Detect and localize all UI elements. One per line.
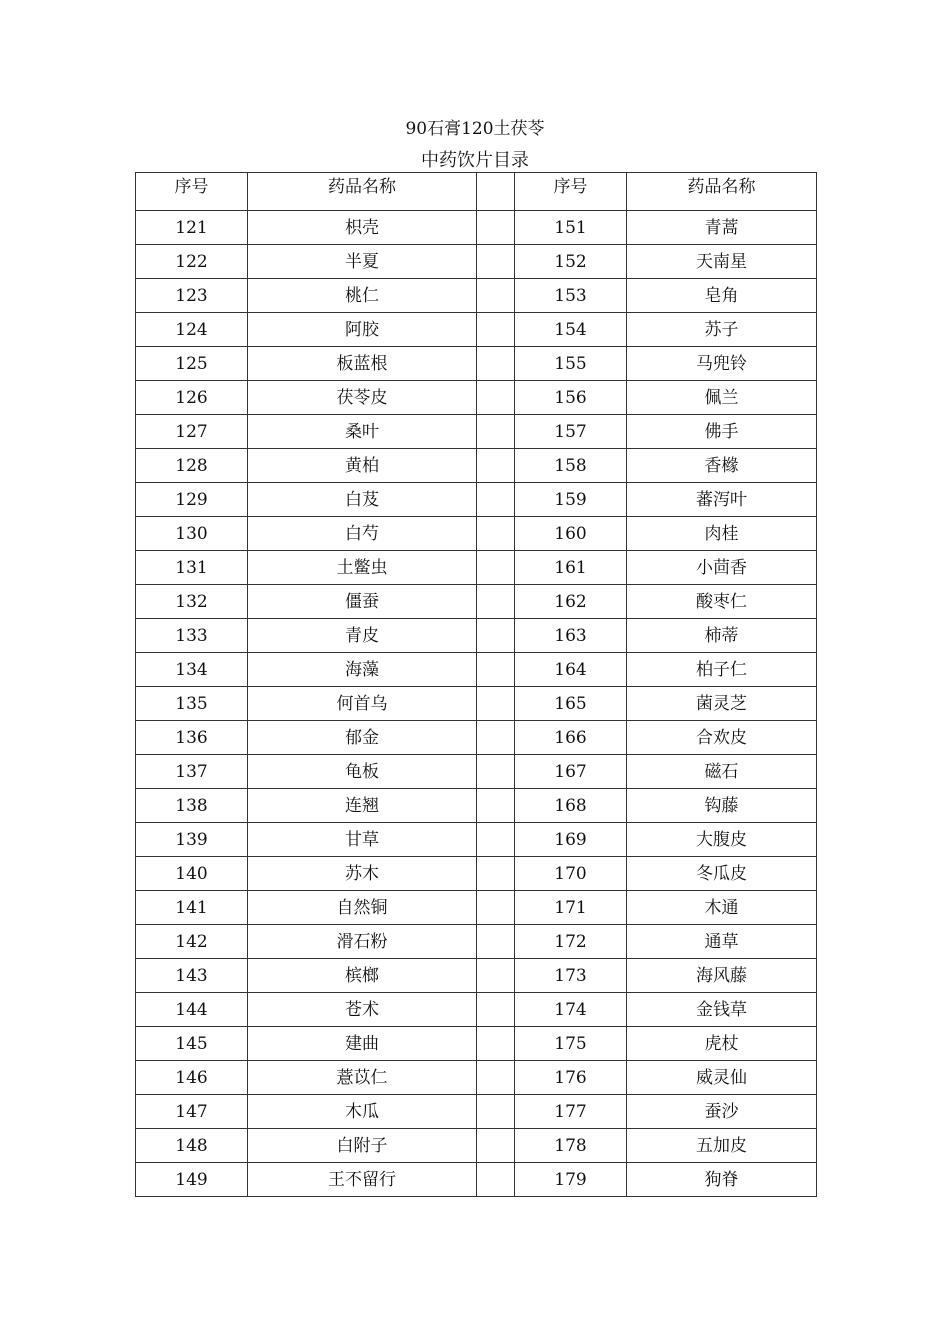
row-number-right: 151 — [515, 211, 627, 245]
herb-name: 白芍 — [248, 517, 477, 551]
gap-cell — [477, 415, 515, 449]
herb-name-right: 钩藤 — [627, 789, 817, 823]
row-number-right: 174 — [515, 993, 627, 1027]
table-row — [136, 755, 817, 789]
herb-name-right: 蚕沙 — [627, 1095, 817, 1129]
row-number-right: 167 — [515, 755, 627, 789]
gap-cell — [477, 279, 515, 313]
row-number-right: 171 — [515, 891, 627, 925]
herb-name: 黄柏 — [248, 449, 477, 483]
herb-name: 连翘 — [248, 789, 477, 823]
row-number: 137 — [136, 755, 248, 789]
herb-name: 海藻 — [248, 653, 477, 687]
herb-name-right: 香橼 — [627, 449, 817, 483]
table-row — [136, 279, 817, 313]
table-row — [136, 585, 817, 619]
row-number-right: 176 — [515, 1061, 627, 1095]
table-row — [136, 347, 817, 381]
table-row — [136, 483, 817, 517]
table-row — [136, 619, 817, 653]
header-number-right: 序号 — [515, 173, 627, 211]
row-number: 141 — [136, 891, 248, 925]
herb-name: 枳壳 — [248, 211, 477, 245]
row-number: 147 — [136, 1095, 248, 1129]
gap-cell — [477, 619, 515, 653]
header-name-right: 药品名称 — [627, 173, 817, 211]
table-row — [136, 517, 817, 551]
herb-name: 白附子 — [248, 1129, 477, 1163]
gap-cell — [477, 959, 515, 993]
herb-name: 王不留行 — [248, 1163, 477, 1197]
row-number: 144 — [136, 993, 248, 1027]
row-number: 130 — [136, 517, 248, 551]
herb-name-right: 冬瓜皮 — [627, 857, 817, 891]
row-number: 129 — [136, 483, 248, 517]
row-number-right: 178 — [515, 1129, 627, 1163]
row-number-right: 179 — [515, 1163, 627, 1197]
header-line: 90石膏120土茯苓 — [405, 119, 545, 139]
table-row — [136, 823, 817, 857]
header-number: 序号 — [136, 173, 248, 211]
row-number-right: 152 — [515, 245, 627, 279]
herb-name-right: 佛手 — [627, 415, 817, 449]
herb-name: 建曲 — [248, 1027, 477, 1061]
herb-name-right: 大腹皮 — [627, 823, 817, 857]
row-number: 131 — [136, 551, 248, 585]
row-number: 128 — [136, 449, 248, 483]
row-number-right: 155 — [515, 347, 627, 381]
herb-catalog-table — [135, 172, 817, 1197]
row-number: 134 — [136, 653, 248, 687]
herb-name: 何首乌 — [248, 687, 477, 721]
gap-cell — [477, 993, 515, 1027]
row-number-right: 165 — [515, 687, 627, 721]
gap-cell — [477, 891, 515, 925]
herb-name: 青皮 — [248, 619, 477, 653]
table-row — [136, 721, 817, 755]
row-number-right: 154 — [515, 313, 627, 347]
table-row — [136, 449, 817, 483]
herb-name: 滑石粉 — [248, 925, 477, 959]
gap-cell — [477, 1027, 515, 1061]
table-row — [136, 245, 817, 279]
herb-name-right: 青蒿 — [627, 211, 817, 245]
row-number: 143 — [136, 959, 248, 993]
row-number-right: 161 — [515, 551, 627, 585]
row-number: 142 — [136, 925, 248, 959]
table-row — [136, 959, 817, 993]
page-title: 中药饮片目录 — [421, 150, 529, 171]
gap-cell — [477, 1163, 515, 1197]
row-number: 148 — [136, 1129, 248, 1163]
herb-name-right: 小茴香 — [627, 551, 817, 585]
herb-name: 槟榔 — [248, 959, 477, 993]
table-row — [136, 211, 817, 245]
table-row — [136, 925, 817, 959]
row-number-right: 159 — [515, 483, 627, 517]
row-number-right: 160 — [515, 517, 627, 551]
gap-cell — [477, 517, 515, 551]
row-number: 133 — [136, 619, 248, 653]
gap-cell — [477, 857, 515, 891]
row-number: 121 — [136, 211, 248, 245]
table-row — [136, 1163, 817, 1197]
gap-cell — [477, 449, 515, 483]
gap-cell — [477, 687, 515, 721]
herb-name-right: 肉桂 — [627, 517, 817, 551]
row-number-right: 156 — [515, 381, 627, 415]
herb-name-right: 菌灵芝 — [627, 687, 817, 721]
row-number: 126 — [136, 381, 248, 415]
gap-cell — [477, 381, 515, 415]
row-number: 136 — [136, 721, 248, 755]
row-number-right: 157 — [515, 415, 627, 449]
herb-name-right: 金钱草 — [627, 993, 817, 1027]
header-gap — [477, 173, 515, 211]
herb-name: 龟板 — [248, 755, 477, 789]
herb-name-right: 通草 — [627, 925, 817, 959]
herb-name-right: 狗脊 — [627, 1163, 817, 1197]
herb-name-right: 威灵仙 — [627, 1061, 817, 1095]
herb-name-right: 苏子 — [627, 313, 817, 347]
row-number-right: 170 — [515, 857, 627, 891]
gap-cell — [477, 551, 515, 585]
gap-cell — [477, 347, 515, 381]
row-number-right: 158 — [515, 449, 627, 483]
gap-cell — [477, 755, 515, 789]
table-row — [136, 1027, 817, 1061]
table-row — [136, 687, 817, 721]
row-number-right: 175 — [515, 1027, 627, 1061]
row-number-right: 168 — [515, 789, 627, 823]
gap-cell — [477, 925, 515, 959]
row-number: 135 — [136, 687, 248, 721]
herb-name-right: 柏子仁 — [627, 653, 817, 687]
row-number: 145 — [136, 1027, 248, 1061]
table-row — [136, 1095, 817, 1129]
row-number-right: 163 — [515, 619, 627, 653]
row-number-right: 164 — [515, 653, 627, 687]
table-row — [136, 789, 817, 823]
herb-name: 自然铜 — [248, 891, 477, 925]
gap-cell — [477, 1095, 515, 1129]
herb-name: 桃仁 — [248, 279, 477, 313]
herb-name: 土鳖虫 — [248, 551, 477, 585]
herb-name: 木瓜 — [248, 1095, 477, 1129]
row-number-right: 169 — [515, 823, 627, 857]
row-number: 149 — [136, 1163, 248, 1197]
gap-cell — [477, 653, 515, 687]
row-number: 139 — [136, 823, 248, 857]
gap-cell — [477, 245, 515, 279]
herb-name-right: 皂角 — [627, 279, 817, 313]
row-number: 138 — [136, 789, 248, 823]
herb-name-right: 磁石 — [627, 755, 817, 789]
herb-name-right: 蕃泻叶 — [627, 483, 817, 517]
row-number-right: 173 — [515, 959, 627, 993]
gap-cell — [477, 1061, 515, 1095]
gap-cell — [477, 721, 515, 755]
row-number-right: 162 — [515, 585, 627, 619]
row-number-right: 153 — [515, 279, 627, 313]
herb-name: 茯苓皮 — [248, 381, 477, 415]
herb-name: 白芨 — [248, 483, 477, 517]
header-name: 药品名称 — [248, 173, 477, 211]
gap-cell — [477, 789, 515, 823]
row-number: 125 — [136, 347, 248, 381]
herb-name: 苏木 — [248, 857, 477, 891]
herb-name-right: 合欢皮 — [627, 721, 817, 755]
row-number-right: 172 — [515, 925, 627, 959]
gap-cell — [477, 483, 515, 517]
herb-name-right: 柿蒂 — [627, 619, 817, 653]
row-number: 124 — [136, 313, 248, 347]
herb-name: 板蓝根 — [248, 347, 477, 381]
row-number-right: 166 — [515, 721, 627, 755]
row-number: 122 — [136, 245, 248, 279]
herb-name-right: 酸枣仁 — [627, 585, 817, 619]
gap-cell — [477, 313, 515, 347]
table-row — [136, 857, 817, 891]
table-row — [136, 313, 817, 347]
herb-name: 甘草 — [248, 823, 477, 857]
gap-cell — [477, 211, 515, 245]
gap-cell — [477, 585, 515, 619]
gap-cell — [477, 823, 515, 857]
table-row — [136, 993, 817, 1027]
row-number: 127 — [136, 415, 248, 449]
row-number: 132 — [136, 585, 248, 619]
herb-name-right: 虎杖 — [627, 1027, 817, 1061]
herb-name: 阿胶 — [248, 313, 477, 347]
table-row — [136, 1061, 817, 1095]
row-number: 140 — [136, 857, 248, 891]
row-number: 146 — [136, 1061, 248, 1095]
table-header-row — [136, 173, 817, 211]
table-row — [136, 891, 817, 925]
row-number: 123 — [136, 279, 248, 313]
table-row — [136, 1129, 817, 1163]
herb-name: 半夏 — [248, 245, 477, 279]
herb-name: 郁金 — [248, 721, 477, 755]
herb-name-right: 马兜铃 — [627, 347, 817, 381]
table-row — [136, 415, 817, 449]
herb-name-right: 木通 — [627, 891, 817, 925]
herb-name: 薏苡仁 — [248, 1061, 477, 1095]
row-number-right: 177 — [515, 1095, 627, 1129]
herb-name-right: 天南星 — [627, 245, 817, 279]
herb-name-right: 海风藤 — [627, 959, 817, 993]
herb-name: 苍术 — [248, 993, 477, 1027]
gap-cell — [477, 1129, 515, 1163]
herb-name: 僵蚕 — [248, 585, 477, 619]
herb-name-right: 佩兰 — [627, 381, 817, 415]
herb-name: 桑叶 — [248, 415, 477, 449]
table-row — [136, 653, 817, 687]
herb-name-right: 五加皮 — [627, 1129, 817, 1163]
table-row — [136, 381, 817, 415]
table-row — [136, 551, 817, 585]
